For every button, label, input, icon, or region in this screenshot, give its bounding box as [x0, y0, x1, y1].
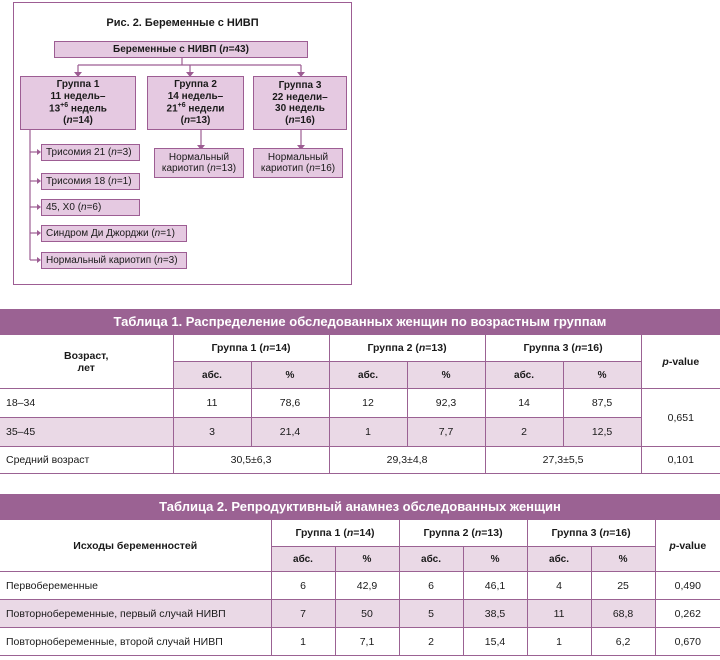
table-1-col0-header — [0, 335, 173, 389]
group-1-from: 11 недель– — [50, 90, 106, 102]
t1-abs-1: абс. — [173, 362, 251, 389]
cell: 6,2 — [591, 628, 655, 656]
g2-out-line2: кариотип (n=13) — [161, 163, 237, 174]
cell: 11 — [173, 389, 251, 418]
cell: 92,3 — [407, 389, 485, 418]
t2-abs-1: абс. — [271, 547, 335, 572]
group-3-box — [253, 76, 347, 130]
cell: 12 — [329, 389, 407, 418]
t2-abs-2: абс. — [399, 547, 463, 572]
g3-out-line1: Нормальный — [267, 151, 329, 163]
cell: 68,8 — [591, 600, 655, 628]
cell: 87,5 — [563, 389, 641, 418]
outcome-digeorge: Синдром Ди Джорджи ( n =1) — [41, 225, 187, 242]
cell: 7,7 — [407, 418, 485, 447]
cell: 30,5±6,3 — [173, 447, 329, 474]
row-label: Повторнобеременные, второй случай НИВП — [0, 628, 271, 656]
group-3-to: 30 недель — [275, 103, 325, 114]
cell: 25 — [591, 572, 655, 600]
t1-abs-3: абс. — [485, 362, 563, 389]
g3-out-line2: кариотип (n=16) — [260, 163, 336, 174]
row-label: Первобеременные — [0, 572, 271, 600]
cell: 7 — [271, 600, 335, 628]
cell: 2 — [485, 418, 563, 447]
table-1-group-2-header: Группа 2 (n=13) — [329, 335, 485, 362]
table-2-group-2-header: Группа 2 (n=13) — [399, 520, 527, 547]
cell: 6 — [271, 572, 335, 600]
table-2-title: Таблица 2. Репродуктивный анамнез обследованных женщин — [0, 494, 720, 519]
total-box: Беременные с НИВП ( n =43) — [54, 41, 308, 58]
group-1-n: (n=14) — [63, 115, 93, 127]
outcome-normal-g1: Нормальный кариотип ( n =3) — [41, 252, 187, 269]
cell: 78,6 — [251, 389, 329, 418]
table-1 — [0, 309, 720, 474]
t2-pct-1: % — [335, 547, 399, 572]
group-1-to: $13^{+6}$ недель — [49, 102, 107, 115]
table-1-grid — [0, 334, 720, 474]
pvalue-cell: 0,101 — [641, 447, 720, 474]
outcome-normal-g2 — [154, 148, 244, 178]
row-label: Повторнобеременные, первый случай НИВП — [0, 600, 271, 628]
table-2-grid — [0, 519, 720, 656]
table-1-group-3-header: Группа 3 (n=16) — [485, 335, 641, 362]
t2-pct-3: % — [591, 547, 655, 572]
cell: 1 — [527, 628, 591, 656]
pvalue-cell: 0,490 — [655, 572, 720, 600]
t1-abs-2: абс. — [329, 362, 407, 389]
cell: 42,9 — [335, 572, 399, 600]
row-label: 35–45 — [0, 418, 173, 447]
group-2-title: Группа 2 — [174, 79, 217, 91]
table-1-pvalue-header: p-value — [641, 335, 720, 389]
cell: 50 — [335, 600, 399, 628]
group-1-title: Группа 1 — [56, 79, 100, 91]
table-2-col0-header: Исходы беременностей — [0, 520, 271, 572]
figure-flowchart — [13, 2, 352, 285]
group-2-n: (n=13) — [180, 115, 211, 127]
group-2-from: 14 недель– — [167, 90, 224, 102]
row-label: Средний возраст — [0, 447, 173, 474]
group-3-from: 22 недели– — [272, 91, 328, 103]
pvalue-cell: 0,651 — [641, 389, 720, 447]
cell: 14 — [485, 389, 563, 418]
outcome-trisomy-18: Трисомия 18 ( n =1) — [41, 173, 140, 190]
group-1-box — [20, 76, 136, 130]
table-2-group-1-header: Группа 1 (n=14) — [271, 520, 399, 547]
group-2-to: $21^{+6}$ недели — [166, 102, 225, 115]
t2-abs-3: абс. — [527, 547, 591, 572]
outcome-trisomy-21: Трисомия 21 ( n =3) — [41, 144, 140, 161]
table-row — [0, 572, 720, 600]
table-2-group-3-header: Группа 3 (n=16) — [527, 520, 655, 547]
cell: 38,5 — [463, 600, 527, 628]
age-header-line2: лет — [77, 361, 95, 374]
table-1-group-1-header: Группа 1 (n=14) — [173, 335, 329, 362]
cell: 12,5 — [563, 418, 641, 447]
cell: 1 — [271, 628, 335, 656]
cell: 21,4 — [251, 418, 329, 447]
cell: 2 — [399, 628, 463, 656]
figure-title: Рис. 2. Беременные с НИВП — [106, 17, 259, 29]
cell: 11 — [527, 600, 591, 628]
outcome-normal-g3 — [253, 148, 343, 178]
t1-pct-1: % — [251, 362, 329, 389]
t2-pct-2: % — [463, 547, 527, 572]
age-header-line1: Возраст, — [64, 349, 109, 362]
table-row — [0, 628, 720, 656]
group-2-box — [147, 76, 244, 130]
pvalue-cell: 0,670 — [655, 628, 720, 656]
cell: 6 — [399, 572, 463, 600]
pvalue-cell: 0,262 — [655, 600, 720, 628]
table-1-title: Таблица 1. Распределение обследованных женщин по возрастным группам — [0, 309, 720, 334]
t1-pct-3: % — [563, 362, 641, 389]
cell: 29,3±4,8 — [329, 447, 485, 474]
cell: 3 — [173, 418, 251, 447]
table-2-pvalue-header: p-value — [655, 520, 720, 572]
outcome-45x0: 45, X0 ( n =6) — [41, 199, 140, 216]
cell: 15,4 — [463, 628, 527, 656]
table-row — [0, 600, 720, 628]
cell: 46,1 — [463, 572, 527, 600]
table-row — [0, 447, 720, 474]
cell: 1 — [329, 418, 407, 447]
row-label: 18–34 — [0, 389, 173, 418]
cell: 7,1 — [335, 628, 399, 656]
group-3-title: Группа 3 — [278, 80, 322, 91]
cell: 27,3±5,5 — [485, 447, 641, 474]
t1-pct-2: % — [407, 362, 485, 389]
cell: 4 — [527, 572, 591, 600]
group-3-n: (n=16) — [285, 114, 315, 126]
table-row — [0, 418, 720, 447]
table-row — [0, 389, 720, 418]
cell: 5 — [399, 600, 463, 628]
table-2 — [0, 494, 720, 656]
g2-out-line1: Нормальный — [168, 151, 230, 163]
